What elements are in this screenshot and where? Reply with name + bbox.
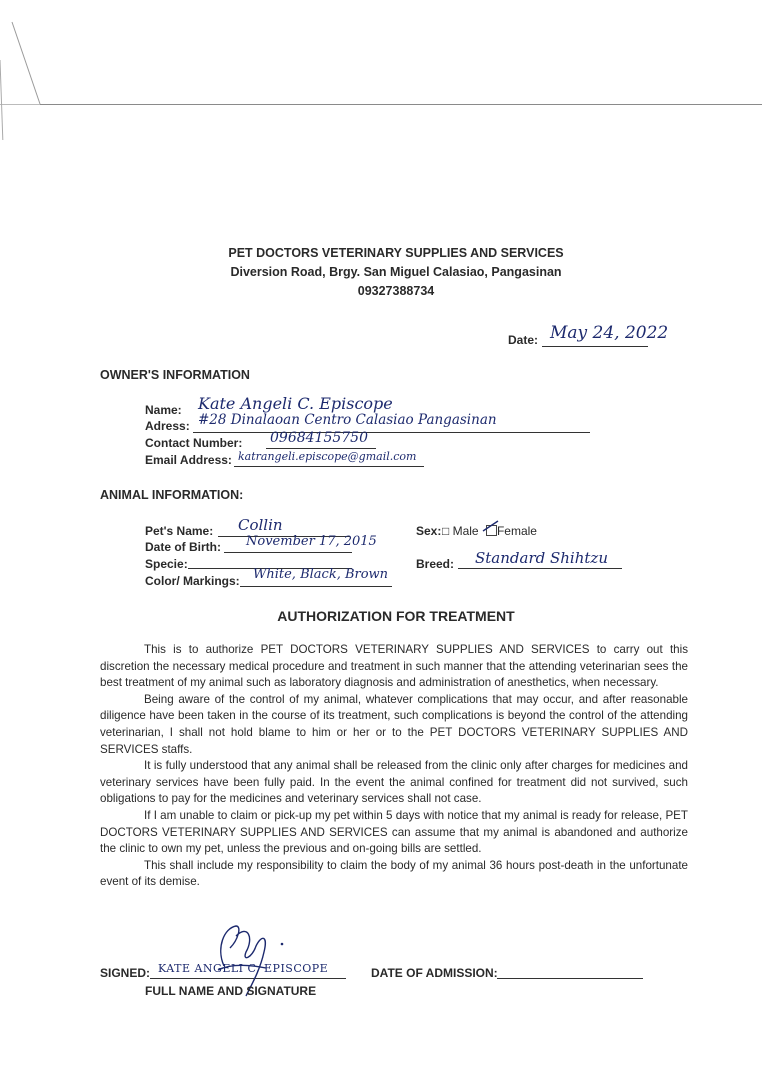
owner-contact-value: 09684155750 <box>270 430 368 446</box>
owner-address-value: #28 Dinalaoan Centro Calasiao Pangasinan <box>198 412 497 428</box>
animal-section-heading: ANIMAL INFORMATION: <box>100 488 244 502</box>
admission-underline[interactable] <box>497 978 643 979</box>
date-underline <box>542 346 648 347</box>
breed-label: Breed: <box>416 557 455 571</box>
pet-name-label: Pet's Name: <box>145 524 214 538</box>
check-mark-icon <box>482 520 500 534</box>
owner-address-label: Adress: <box>145 419 190 433</box>
authorization-paragraph-5: This shall include my responsibility to claim the body of my animal 36 hours post-death in the unfortunate event of its demise. <box>100 858 688 889</box>
sex-label: Sex: <box>416 524 442 538</box>
dob-value: November 17, 2015 <box>246 534 377 549</box>
date-label: Date: <box>508 333 539 347</box>
authorization-paragraph-4: If I am unable to claim or pick-up my pet within 5 days with notice that my animal is ready for release, PET DOCTORS VETERINARY SUPPLIES AND SERVICES can assume that my animal is abandoned and authorize the clinic to own my pet, unless the previous and on-going bills are settled. <box>100 808 688 856</box>
company-name: PET DOCTORS VETERINARY SUPPLIES AND SERVICES <box>228 246 564 260</box>
sex-male-option[interactable]: □ Male <box>442 524 479 538</box>
owner-email-value: katrangeli.episcope@gmail.com <box>238 450 417 463</box>
authorization-paragraph-2: Being aware of the control of my animal, whatever complications that may occur, and after reasonable diligence have been taken in the course of its treatment, such complications is beyond the control of the attending veterinarian, I shall not hold blame to him or her or to the PET DOCTORS VETERINARY SUPPLIES AND SERVICES staffs. <box>100 692 688 756</box>
sex-female-checkbox[interactable] <box>486 525 497 536</box>
owner-name-value: Kate Angeli C. Episcope <box>198 394 393 413</box>
sex-options <box>442 524 537 538</box>
owner-name-label: Name: <box>145 403 182 417</box>
sex-female-option[interactable]: Female <box>496 524 537 538</box>
owner-address-underline <box>193 432 590 433</box>
company-phone: 09327388734 <box>357 284 435 298</box>
color-value: White, Black, Brown <box>253 567 389 582</box>
signed-label: SIGNED: <box>100 966 151 980</box>
authorization-paragraph-1: This is to authorize PET DOCTORS VETERINARY SUPPLIES AND SERVICES to carry out this discretion the necessary medical procedure and treatment in such manner that the attending veterinarian sees the best treatment of my animal such as laboratory diagnosis and administration of anesthetics, when necessary. <box>100 643 688 690</box>
color-underline <box>240 586 392 587</box>
breed-value: Standard Shihtzu <box>475 549 608 567</box>
dob-label: Date of Birth: <box>145 540 221 554</box>
owner-email-label: Email Address: <box>145 453 232 467</box>
scan-edge-top <box>40 104 762 105</box>
admission-label: DATE OF ADMISSION: <box>371 966 498 980</box>
full-name-label: FULL NAME AND SIGNATURE <box>145 984 317 998</box>
authorization-title: AUTHORIZATION FOR TREATMENT <box>277 608 515 624</box>
owner-contact-label: Contact Number: <box>145 436 243 450</box>
specie-label: Specie: <box>145 557 188 571</box>
date-value: May 24, 2022 <box>550 323 669 343</box>
authorization-paragraph-3: It is fully understood that any animal shall be released from the clinic only after charges for medicines and veterinary services have been fully paid. In the event the animal confined for treatment did not survived, such obligations to pay for the medicines and veterinary services shall not case. <box>100 759 688 806</box>
signed-name: KATE ANGELI C. EPISCOPE <box>158 962 329 975</box>
company-address: Diversion Road, Brgy. San Miguel Calasiao, Pangasinan <box>230 265 562 279</box>
authorization-body <box>100 642 688 891</box>
breed-underline <box>458 568 622 569</box>
owner-section-heading: OWNER'S INFORMATION <box>100 368 250 382</box>
pet-name-value: Collin <box>238 516 283 534</box>
owner-contact-underline <box>266 448 376 449</box>
owner-email-underline <box>234 466 424 467</box>
dob-underline <box>224 552 352 553</box>
color-label: Color/ Markings: <box>145 574 240 588</box>
scan-fold-mark <box>0 0 120 140</box>
